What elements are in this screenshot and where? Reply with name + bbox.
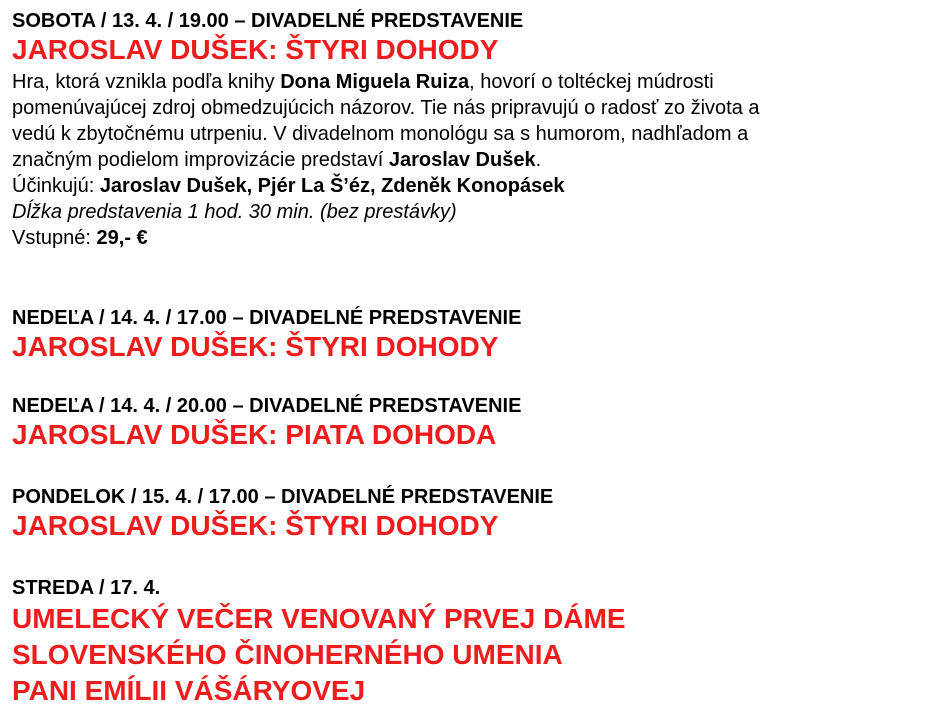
- event-title: JAROSLAV DUŠEK: PIATA DOHODA: [12, 419, 497, 450]
- event-3: [12, 393, 521, 451]
- description-line: vedú k zbytočnému utrpeniu. V divadelnom monológu sa s humorom, nadhľadom a: [12, 123, 749, 145]
- cast-line: [12, 173, 760, 199]
- description-text: značným podielom improvizácie predstaví: [12, 149, 389, 171]
- event-title: JAROSLAV DUŠEK: ŠTYRI DOHODY: [12, 510, 499, 541]
- event-1: [12, 8, 760, 251]
- author-name: Dona Miguela Ruiza: [280, 71, 470, 93]
- event-header: NEDEĽA / 14. 4. / 20.00 – DIVADELNÉ PREDSTAVENIE: [12, 395, 522, 417]
- duration-text: Dĺžka predstavenia 1 hod. 30 min. (bez prestávky): [12, 201, 457, 223]
- duration-line: [12, 199, 760, 225]
- event-title: [12, 601, 626, 709]
- price-line: [12, 225, 760, 251]
- description-line: pomenúvajúcej zdroj obmedzujúcich názorov. Tie nás pripravujú o radosť zo života a: [12, 97, 760, 119]
- cast-names: Jaroslav Dušek, Pjér La Š’éz, Zdeněk Konopásek: [99, 175, 565, 197]
- title-line: SLOVENSKÉHO ČINOHERNÉHO UMENIA: [12, 639, 563, 670]
- event-header: STREDA / 17. 4.: [12, 577, 161, 599]
- description-text: Hra, ktorá vznikla podľa knihy: [12, 71, 281, 93]
- price-label: Vstupné:: [12, 227, 97, 249]
- event-5: [12, 575, 626, 709]
- event-description: [12, 69, 760, 251]
- event-title: JAROSLAV DUŠEK: ŠTYRI DOHODY: [12, 34, 499, 65]
- cast-label: Účinkujú:: [12, 175, 100, 197]
- event-header: SOBOTA / 13. 4. / 19.00 – DIVADELNÉ PREDSTAVENIE: [12, 10, 524, 32]
- event-header: NEDEĽA / 14. 4. / 17.00 – DIVADELNÉ PREDSTAVENIE: [12, 307, 522, 329]
- description-text: .: [535, 149, 542, 171]
- event-4: [12, 484, 553, 542]
- description-text: , hovorí o toltéckej múdrosti: [469, 71, 714, 93]
- event-2: [12, 305, 521, 363]
- event-title: JAROSLAV DUŠEK: ŠTYRI DOHODY: [12, 331, 499, 362]
- description-line: [12, 147, 760, 173]
- title-line: PANI EMÍLII VÁŠÁRYOVEJ: [12, 675, 366, 706]
- event-header: PONDELOK / 15. 4. / 17.00 – DIVADELNÉ PREDSTAVENIE: [12, 486, 554, 508]
- performer-name: Jaroslav Dušek: [388, 149, 536, 171]
- description-line: [12, 69, 760, 95]
- price-value: 29,- €: [96, 227, 148, 249]
- title-line: UMELECKÝ VEČER VENOVANÝ PRVEJ DÁME: [12, 603, 626, 634]
